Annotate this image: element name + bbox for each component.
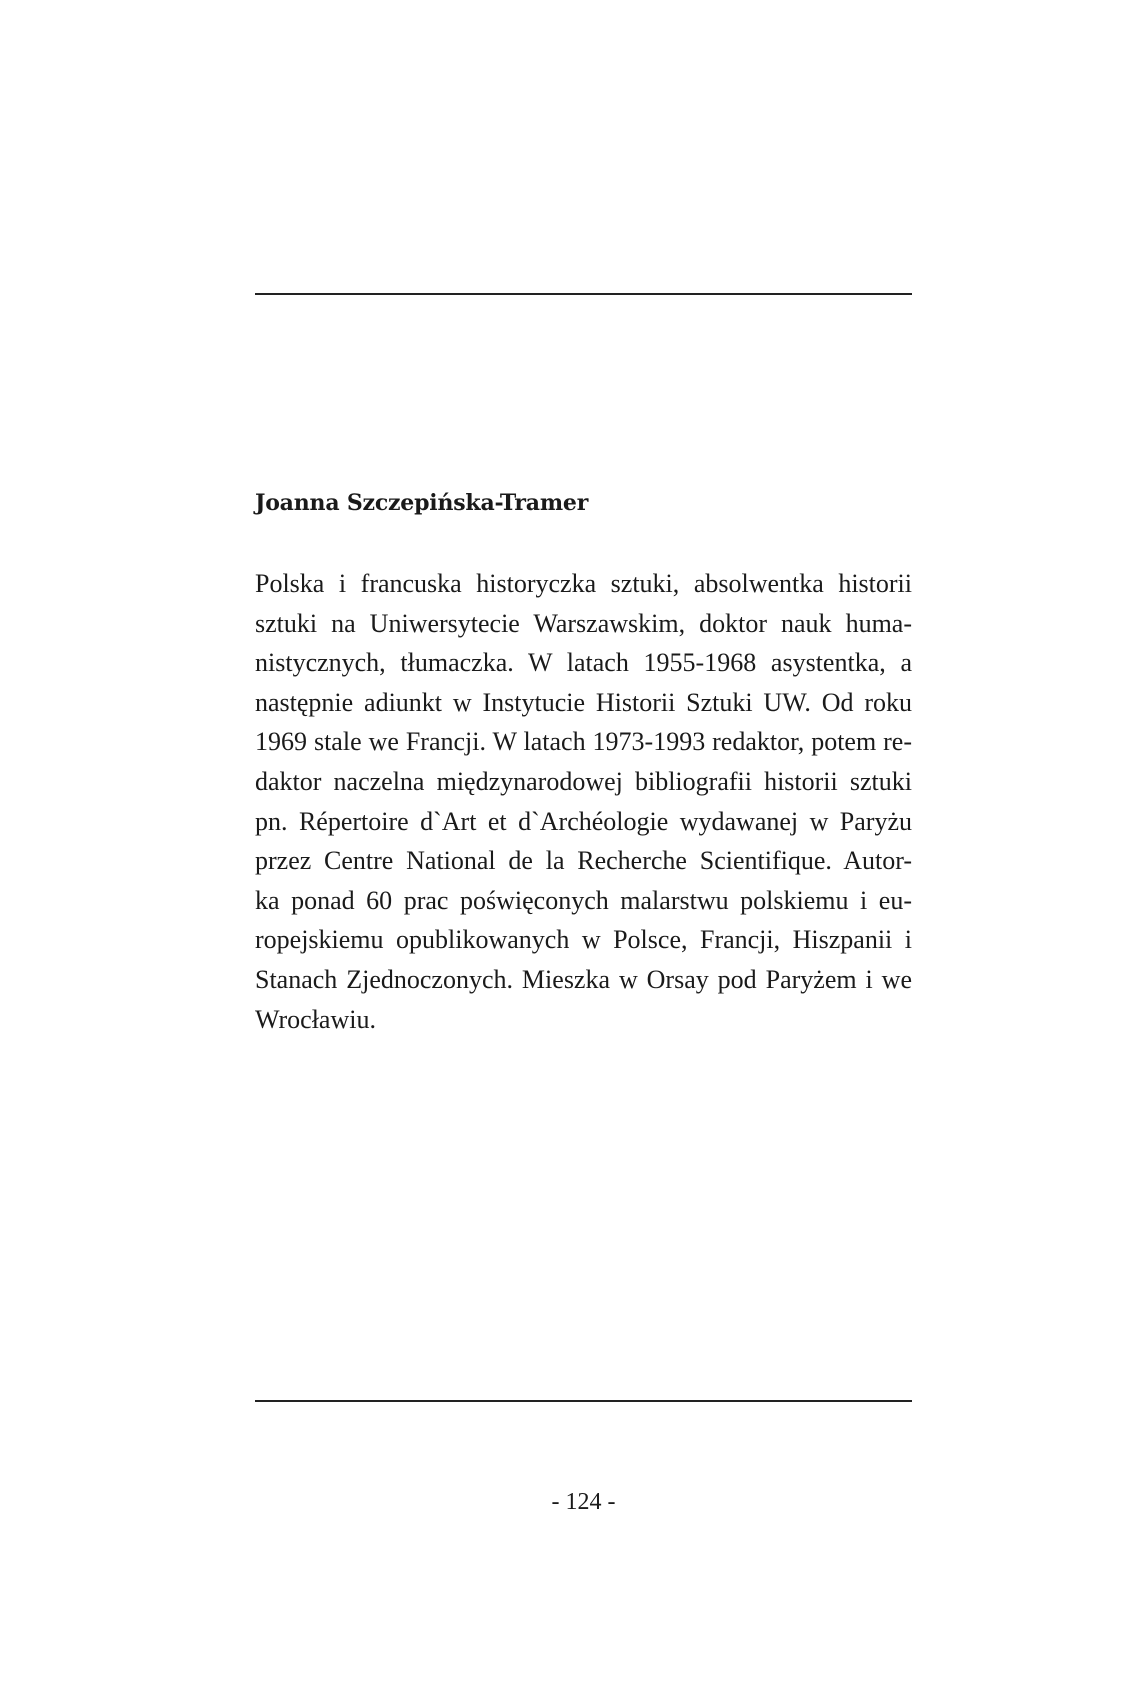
bio-line: Stanach Zjednoczonych. Mieszka w Orsay pod Paryżem i we bbox=[255, 964, 912, 994]
top-horizontal-rule bbox=[255, 293, 912, 295]
bio-line: przez Centre National de la Recherche Scientifique. Autor- bbox=[255, 846, 912, 876]
bio-line: Wrocławiu. bbox=[255, 1004, 376, 1034]
bio-line: ropejskiemu opublikowanych w Polsce, Francji, Hiszpanii i bbox=[255, 925, 912, 955]
bio-line: pn. Répertoire d`Art et d`Archéologie wydawanej w Paryżu bbox=[255, 806, 912, 836]
bio-line: daktor naczelna międzynarodowej bibliografii historii sztuki bbox=[255, 766, 912, 796]
author-name-heading: Joanna Szczepińska-Tramer bbox=[255, 490, 589, 516]
bio-line: ka ponad 60 prac poświęconych malarstwu polskiemu i eu- bbox=[255, 885, 912, 915]
bio-line: sztuki na Uniwersytecie Warszawskim, doktor nauk huma- bbox=[255, 608, 912, 638]
page-number: - 124 - bbox=[551, 1489, 616, 1515]
bottom-horizontal-rule bbox=[255, 1400, 912, 1402]
bio-line: Polska i francuska historyczka sztuki, absolwentka historii bbox=[255, 569, 912, 598]
bio-line: nistycznych, tłumaczka. W latach 1955-1968 asystentka, a bbox=[255, 648, 912, 678]
bio-line: 1969 stale we Francji. W latach 1973-1993 redaktor, potem re- bbox=[255, 727, 912, 757]
author-biography bbox=[255, 564, 912, 1039]
bio-line: następnie adiunkt w Instytucie Historii Sztuki UW. Od roku bbox=[255, 687, 912, 717]
